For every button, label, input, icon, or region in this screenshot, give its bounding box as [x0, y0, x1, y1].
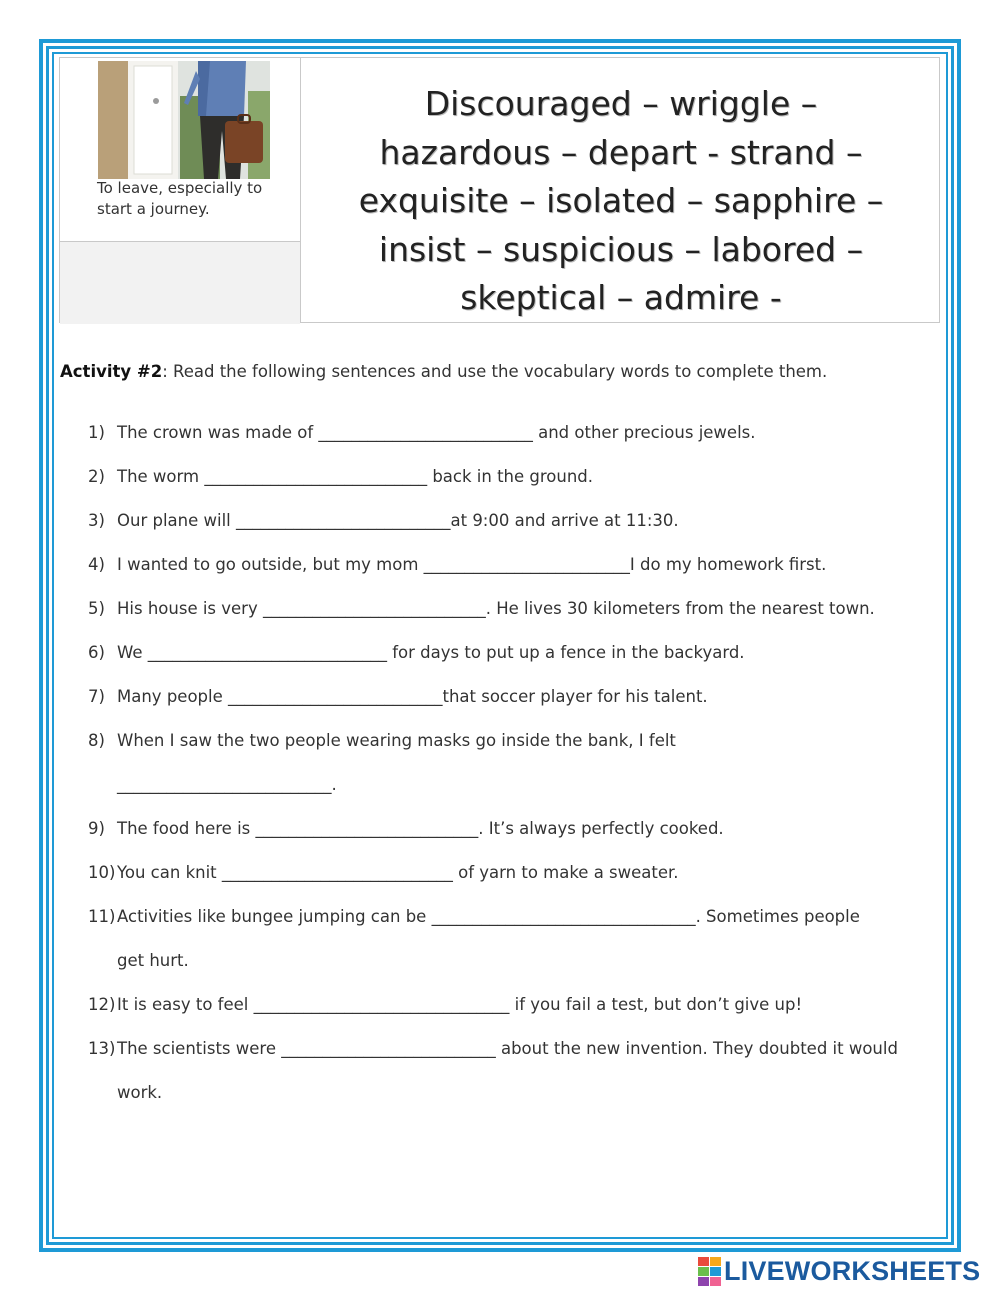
- question-text: Activities like bungee jumping can be ________________________________. Sometimes people: [117, 907, 860, 926]
- logo-blocks-icon: [698, 1257, 721, 1286]
- question-text: Many people __________________________that soccer player for his talent.: [117, 687, 708, 706]
- logo-block: [710, 1267, 721, 1276]
- logo-block: [698, 1267, 709, 1276]
- question-number: 2): [88, 467, 105, 486]
- man-leaving-door-photo: [98, 61, 270, 179]
- question-7[interactable]: [88, 686, 943, 708]
- question-number: 9): [88, 819, 105, 838]
- question-number: 6): [88, 643, 105, 662]
- vocabulary-word-list: [302, 80, 940, 323]
- question-6[interactable]: [88, 642, 943, 664]
- question-text: The worm ___________________________ back in the ground.: [117, 467, 594, 486]
- question-number: 5): [88, 599, 105, 618]
- empty-answer-cell: [60, 241, 300, 324]
- activity-instructions: [60, 361, 940, 383]
- question-number: 12): [88, 995, 116, 1014]
- logo-block: [698, 1257, 709, 1266]
- question-text: The food here is ___________________________. It’s always perfectly cooked.: [117, 819, 724, 838]
- logo-block: [710, 1277, 721, 1286]
- vocab-line: hazardous – depart - strand –: [379, 132, 863, 172]
- picture-cell: [60, 58, 301, 322]
- logo-block: [698, 1277, 709, 1286]
- question-text: The crown was made of __________________________ and other precious jewels.: [117, 423, 756, 442]
- question-number: 11): [88, 907, 116, 926]
- question-11[interactable]: [88, 906, 943, 928]
- logo-block: [710, 1257, 721, 1266]
- question-8[interactable]: [88, 730, 943, 752]
- question-number: 1): [88, 423, 105, 442]
- question-text: We _____________________________ for days to put up a fence in the backyard.: [117, 643, 745, 662]
- question-number: 8): [88, 731, 105, 750]
- question-number: 4): [88, 555, 105, 574]
- question-12[interactable]: [88, 994, 943, 1016]
- question-text: Our plane will __________________________at 9:00 and arrive at 11:30.: [117, 511, 679, 530]
- question-4[interactable]: [88, 554, 943, 576]
- question-10[interactable]: [88, 862, 943, 884]
- question-3[interactable]: [88, 510, 943, 532]
- vocab-line: insist – suspicious – labored –: [378, 229, 864, 269]
- question-2[interactable]: [88, 466, 943, 488]
- question-13[interactable]: [88, 1038, 943, 1060]
- activity-label: Activity #2: [60, 362, 163, 381]
- question-text: I wanted to go outside, but my mom _________________________I do my homework first.: [117, 555, 827, 574]
- logo-text: LIVEWORKSHEETS: [724, 1255, 981, 1286]
- question-text: You can knit ____________________________ of yarn to make a sweater.: [117, 863, 679, 882]
- vocab-line: exquisite – isolated – sapphire –: [358, 181, 884, 220]
- definition-text: To leave, especially to start a journey.: [97, 179, 263, 218]
- question-text: The scientists were __________________________ about the new invention. They doubted it would: [117, 1039, 898, 1058]
- question-text: When I saw the two people wearing masks go inside the bank, I felt: [117, 731, 676, 750]
- question-text: His house is very ___________________________. He lives 30 kilometers from the nearest town.: [117, 599, 875, 618]
- question-5[interactable]: [88, 598, 943, 620]
- vocab-line: Discouraged – wriggle –: [424, 84, 818, 123]
- vocabulary-card: [59, 57, 940, 323]
- question-number: 3): [88, 511, 105, 530]
- question-number: 10): [88, 863, 116, 882]
- question-number: 7): [88, 687, 105, 706]
- question-11-continuation: get hurt.: [117, 951, 189, 970]
- question-13-continuation: work.: [117, 1083, 163, 1102]
- question-1[interactable]: [88, 422, 943, 444]
- vocab-line: skeptical – admire -: [460, 278, 782, 317]
- question-9[interactable]: [88, 818, 943, 840]
- question-8-continuation[interactable]: __________________________.: [117, 775, 337, 794]
- liveworksheets-logo[interactable]: [698, 1256, 980, 1286]
- question-number: 13): [88, 1039, 116, 1058]
- question-text: It is easy to feel _______________________________ if you fail a test, but don’t give up!: [117, 995, 803, 1014]
- activity-text: : Read the following sentences and use the vocabulary words to complete them.: [162, 362, 828, 381]
